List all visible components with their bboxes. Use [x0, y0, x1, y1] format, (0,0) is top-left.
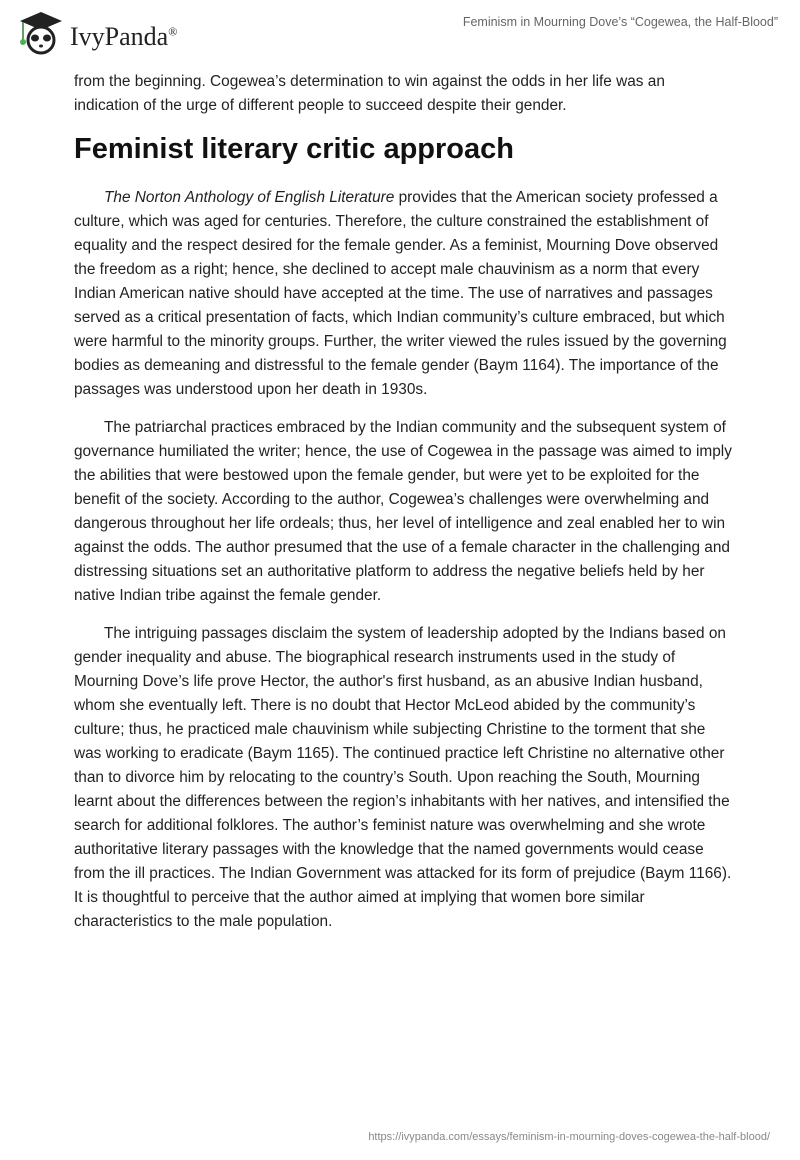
logo-text: IvyPanda: [70, 22, 169, 51]
paragraph-1: [74, 186, 734, 402]
ivypanda-logo[interactable]: [18, 10, 177, 56]
paragraph-3: The intriguing passages disclaim the system of leadership adopted by the Indians based on gender inequality and abuse. The biographical research instruments used in the study of Mourning Dove’s life prove Hector, the author's first husband, as an abusive Indian husband, whom she eventually left. There is no doubt that Hector McLeod abided by the community’s culture; thus, he practiced male chauvinism while subjecting Christine to the torment that she was working to eradicate (Baym 1165). The continued practice left Christine no alternative other than to divorce him by relocating to the country’s South. Upon reaching the South, Mourning learnt about the differences between the region’s inhabitants with her natives, and intensified the search for additional folklores. The author’s feminist nature was overwhelming and she wrote authoritative literary passages with the knowledge that the named governments would cease from the ill practices. The Indian Government was attacked for its form of prejudice (Baym 1166). It is thoughtful to perceive that the author aimed at implying that women bore similar characteristics to the male population.: [74, 625, 732, 930]
intro-paragraph: from the beginning. Cogewea’s determination to win against the odds in her life was an indication of the urge of different people to succeed despite their gender.: [74, 73, 665, 114]
source-url[interactable]: https://ivypanda.com/essays/feminism-in-mourning-doves-cogewea-the-half-blood/: [368, 1131, 770, 1143]
essay-content: [74, 70, 734, 948]
paragraph-1-text: provides that the American society professed a culture, which was aged for centuries. Therefore, the culture constrained the establishment of equality and the respect desired for the female gender. As a feminist, Mourning Dove observed the freedom as a right; hence, she declined to accept male chauvinism as a norm that every Indian American native should have accepted at the time. The use of narratives and passages served as a critical presentation of facts, which Indian community’s culture embraced, but which were harmful to the minority groups. Further, the writer viewed the rules issued by the governing bodies as demeaning and distressful to the female gender (Baym 1164). The importance of the passages was understood upon her death in 1930s.: [74, 189, 727, 398]
panda-graduate-icon: [18, 10, 64, 56]
section-heading: Feminist literary critic approach: [74, 133, 514, 165]
registered-mark: ®: [168, 24, 178, 39]
paragraph-2: The patriarchal practices embraced by the Indian community and the subsequent system of governance humiliated the writer; hence, the use of Cogewea in the passage was aimed to imply the abilities that were bestowed upon the female gender, but were yet to be exploited for the benefit of the society. According to the author, Cogewea’s challenges were overwhelming and dangerous throughout her life ordeals; thus, her level of intelligence and zeal enabled her to win against the odds. The author presumed that the use of a female character in the challenging and distressing situations set an authoritative platform to address the negative beliefs held by her native Indian tribe against the female gender.: [74, 419, 732, 604]
book-title: The Norton Anthology of English Literature: [104, 189, 395, 206]
document-title: Feminism in Mourning Dove’s “Cogewea, the Half-Blood”: [462, 15, 778, 29]
header: [0, 0, 800, 60]
